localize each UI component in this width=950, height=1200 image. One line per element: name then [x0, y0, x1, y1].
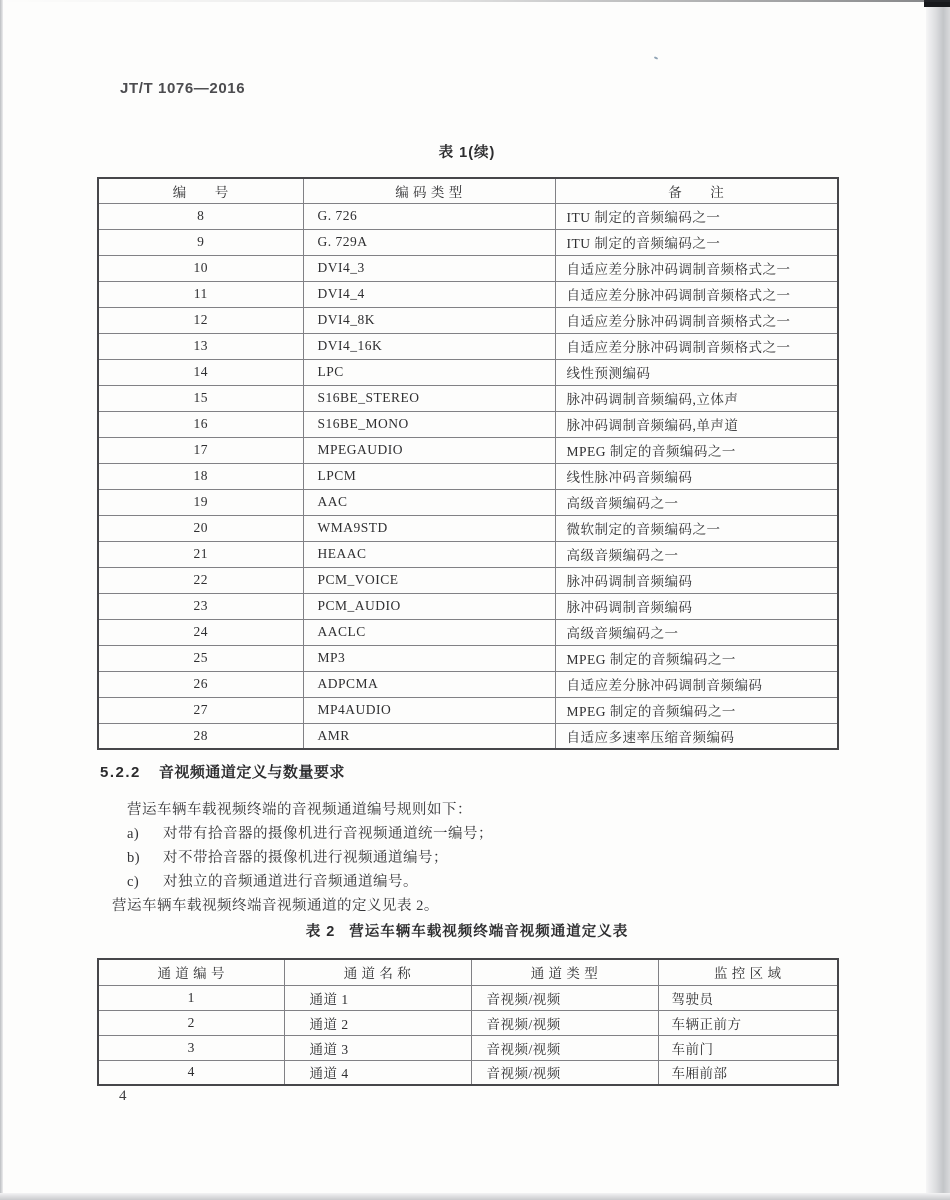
- table-cell: S16BE_STEREO: [303, 385, 555, 411]
- column-header: 监 控 区 域: [658, 959, 838, 985]
- list-item: [127, 846, 448, 867]
- table-cell: 2: [98, 1010, 284, 1035]
- table-cell: PCM_AUDIO: [303, 593, 555, 619]
- table-cell: 自适应差分脉冲码调制音频格式之一: [555, 281, 838, 307]
- table1-title: 表 1(续): [438, 145, 496, 161]
- table-cell: PCM_VOICE: [303, 567, 555, 593]
- table-row: [98, 281, 838, 307]
- table-cell: 自适应差分脉冲码调制音频格式之一: [555, 255, 838, 281]
- table-cell: MPEGAUDIO: [303, 437, 555, 463]
- table-row: [98, 985, 838, 1010]
- table-cell: 通道 2: [284, 1010, 471, 1035]
- table-cell: 26: [98, 671, 303, 697]
- scan-edge-right: [926, 0, 950, 1200]
- table-cell: MP4AUDIO: [303, 697, 555, 723]
- list-item-text: 对独立的音频通道进行音频通道编号。: [163, 874, 418, 890]
- table-row: [98, 203, 838, 229]
- scan-edge-bottom: [0, 1193, 950, 1200]
- table-cell: 脉冲码调制音频编码,单声道: [555, 411, 838, 437]
- table2-title: [97, 920, 837, 941]
- table-cell: 11: [98, 281, 303, 307]
- table-cell: ITU 制定的音频编码之一: [555, 203, 838, 229]
- table-cell: 17: [98, 437, 303, 463]
- table-cell: 高级音频编码之一: [555, 619, 838, 645]
- table-cell: 10: [98, 255, 303, 281]
- section-number: 5.2.2: [100, 764, 141, 781]
- table-cell: 自适应差分脉冲码调制音频编码: [555, 671, 838, 697]
- table-cell: MPEG 制定的音频编码之一: [555, 645, 838, 671]
- table-cell: 车辆正前方: [658, 1010, 838, 1035]
- table-row: [98, 333, 838, 359]
- paragraph-closing: 营运车辆车载视频终端音视频通道的定义见表 2。: [112, 898, 439, 914]
- table-cell: 音视频/视频: [471, 985, 658, 1010]
- paragraph-intro: 营运车辆车载视频终端的音视频通道编号规则如下：: [127, 802, 472, 818]
- table-cell: DVI4_3: [303, 255, 555, 281]
- column-header: 编 码 类 型: [303, 178, 555, 203]
- table-cell: 21: [98, 541, 303, 567]
- table-cell: G. 726: [303, 203, 555, 229]
- column-header: 通 道 类 型: [471, 959, 658, 985]
- table-cell: LPCM: [303, 463, 555, 489]
- table-row: [98, 307, 838, 333]
- table-cell: 18: [98, 463, 303, 489]
- section-heading: [100, 761, 345, 782]
- table-cell: 车厢前部: [658, 1060, 838, 1085]
- section-title: 音视频通道定义与数量要求: [158, 764, 345, 781]
- table-row: [98, 489, 838, 515]
- table-cell: 高级音频编码之一: [555, 489, 838, 515]
- table-cell: AAC: [303, 489, 555, 515]
- codec-table: [97, 177, 839, 750]
- table-cell: 自适应差分脉冲码调制音频格式之一: [555, 307, 838, 333]
- table-cell: HEAAC: [303, 541, 555, 567]
- list-item-text: 对带有拾音器的摄像机进行音视频通道统一编号；: [163, 826, 493, 842]
- table-cell: 微软制定的音频编码之一: [555, 515, 838, 541]
- table-cell: 16: [98, 411, 303, 437]
- table-cell: 通道 1: [284, 985, 471, 1010]
- list-item-label: c): [127, 874, 140, 890]
- list-item: [127, 822, 493, 843]
- table-cell: 自适应差分脉冲码调制音频格式之一: [555, 333, 838, 359]
- table-cell: 线性脉冲码音频编码: [555, 463, 838, 489]
- table-cell: 8: [98, 203, 303, 229]
- table-cell: G. 729A: [303, 229, 555, 255]
- table-row: [98, 1035, 838, 1060]
- column-header: 备 注: [555, 178, 838, 203]
- table-cell: 通道 3: [284, 1035, 471, 1060]
- table-cell: MP3: [303, 645, 555, 671]
- table-row: [98, 255, 838, 281]
- table-cell: 28: [98, 723, 303, 749]
- table-cell: ADPCMA: [303, 671, 555, 697]
- page-number: 4: [119, 1088, 127, 1104]
- table-cell: 23: [98, 593, 303, 619]
- scan-dust-speck: [654, 56, 658, 60]
- table-cell: 14: [98, 359, 303, 385]
- table-cell: 12: [98, 307, 303, 333]
- column-header: 通 道 编 号: [98, 959, 284, 985]
- table-cell: 13: [98, 333, 303, 359]
- table-row: [98, 541, 838, 567]
- table-cell: ITU 制定的音频编码之一: [555, 229, 838, 255]
- table-cell: 15: [98, 385, 303, 411]
- table-row: [98, 463, 838, 489]
- list-item-text: 对不带拾音器的摄像机进行视频通道编号；: [163, 850, 448, 866]
- table-row: [98, 385, 838, 411]
- table-cell: 音视频/视频: [471, 1060, 658, 1085]
- table-cell: 脉冲码调制音频编码: [555, 567, 838, 593]
- table-cell: MPEG 制定的音频编码之一: [555, 437, 838, 463]
- table-cell: 24: [98, 619, 303, 645]
- table-cell: S16BE_MONO: [303, 411, 555, 437]
- table-row: [98, 723, 838, 749]
- scan-edge-top: [0, 0, 950, 2]
- table-cell: 1: [98, 985, 284, 1010]
- channel-table: [97, 958, 839, 1086]
- table-row: [98, 515, 838, 541]
- table-cell: DVI4_4: [303, 281, 555, 307]
- list-item-label: b): [127, 850, 141, 866]
- table-row: [98, 1010, 838, 1035]
- table-row: [98, 645, 838, 671]
- table-row: [98, 567, 838, 593]
- table-cell: 驾驶员: [658, 985, 838, 1010]
- table2-title-number: 表 2: [305, 924, 336, 940]
- table-cell: 音视频/视频: [471, 1010, 658, 1035]
- list-item-label: a): [127, 826, 140, 842]
- table-row: [98, 1060, 838, 1085]
- column-header: 通 道 名 称: [284, 959, 471, 985]
- table-row: [98, 697, 838, 723]
- table-row: [98, 229, 838, 255]
- table-cell: 27: [98, 697, 303, 723]
- table-cell: LPC: [303, 359, 555, 385]
- table-row: [98, 619, 838, 645]
- table-header-row: [98, 178, 838, 203]
- table-cell: AACLC: [303, 619, 555, 645]
- scan-edge-left: [0, 0, 3, 1200]
- table-cell: 通道 4: [284, 1060, 471, 1085]
- table-cell: 3: [98, 1035, 284, 1060]
- table-row: [98, 437, 838, 463]
- table-header-row: [98, 959, 838, 985]
- table-row: [98, 411, 838, 437]
- table-cell: 音视频/视频: [471, 1035, 658, 1060]
- table-cell: 4: [98, 1060, 284, 1085]
- table-cell: 脉冲码调制音频编码: [555, 593, 838, 619]
- list-item: [127, 870, 418, 891]
- table-cell: DVI4_8K: [303, 307, 555, 333]
- table-cell: 高级音频编码之一: [555, 541, 838, 567]
- table-cell: 19: [98, 489, 303, 515]
- table-cell: 20: [98, 515, 303, 541]
- table2-title-text: 营运车辆车载视频终端音视频通道定义表: [349, 924, 629, 940]
- table-cell: MPEG 制定的音频编码之一: [555, 697, 838, 723]
- table-cell: 22: [98, 567, 303, 593]
- table-cell: 脉冲码调制音频编码,立体声: [555, 385, 838, 411]
- table-cell: AMR: [303, 723, 555, 749]
- table-row: [98, 359, 838, 385]
- table-cell: 自适应多速率压缩音频编码: [555, 723, 838, 749]
- table-cell: WMA9STD: [303, 515, 555, 541]
- table-cell: 25: [98, 645, 303, 671]
- table-cell: 9: [98, 229, 303, 255]
- table-cell: 车前门: [658, 1035, 838, 1060]
- table-row: [98, 593, 838, 619]
- column-header: 编 号: [98, 178, 303, 203]
- standard-number: JT/T 1076—2016: [120, 80, 246, 97]
- table-cell: 线性预测编码: [555, 359, 838, 385]
- table-cell: DVI4_16K: [303, 333, 555, 359]
- table-row: [98, 671, 838, 697]
